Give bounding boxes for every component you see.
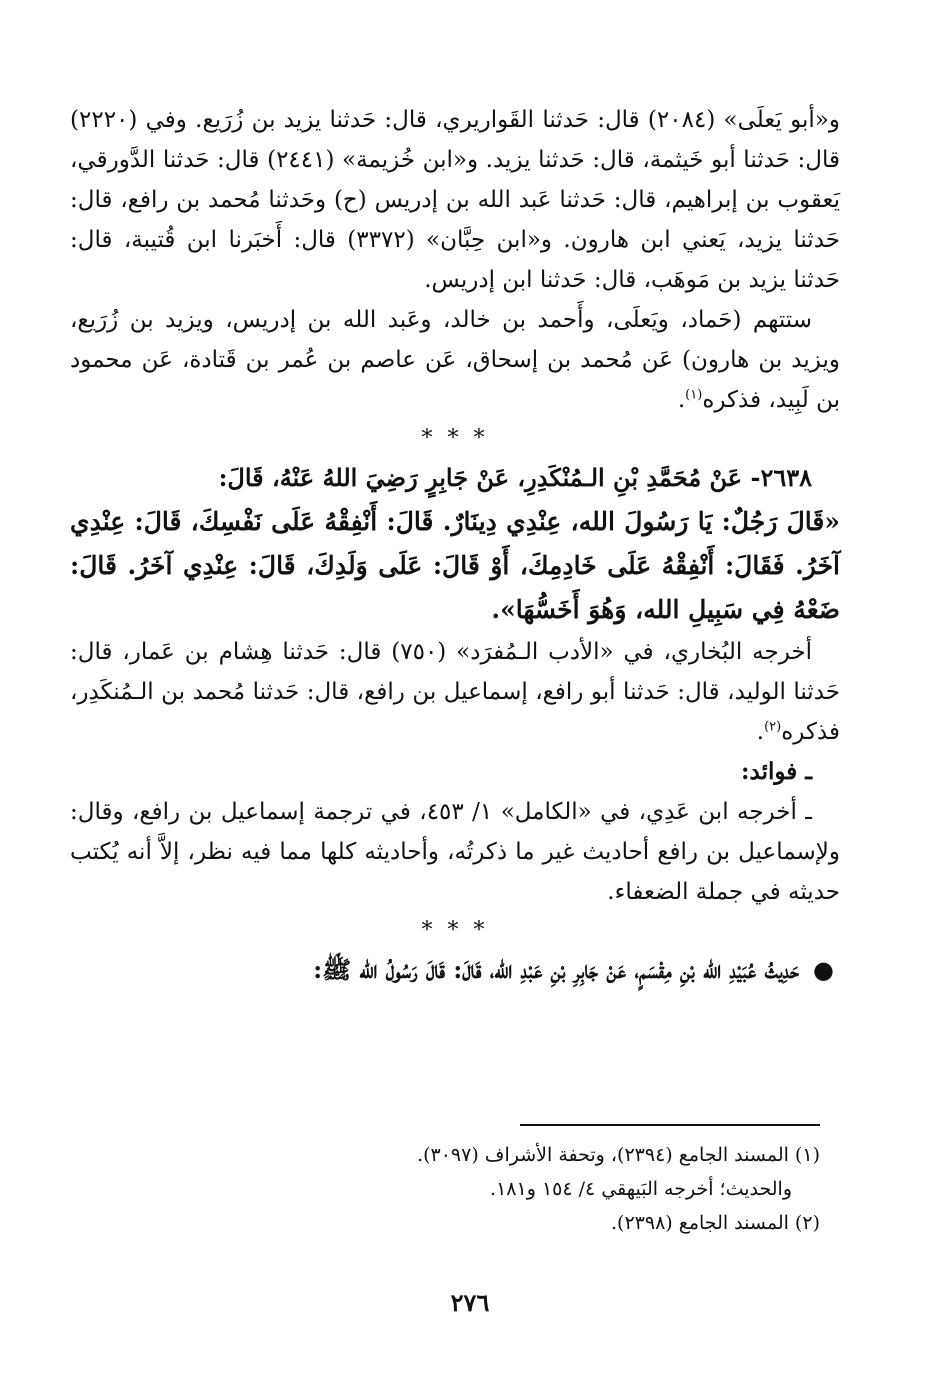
- section-separator-2: * * *: [421, 918, 489, 943]
- footnotes: [90, 1138, 820, 1240]
- footnote-1: (١) المسند الجامع (٢٣٩٤)، وتحفة الأشراف (٣٠٩٧).: [417, 1144, 820, 1166]
- bullet-heading-text: حَدِيثُ عُبَيْدِ الله بْنِ مِقْسَمٍ، عَنْ جَابِرِ بْنِ عَبْدِ الله، قَالَ: قَالَ رَسُولُ الله ﷺ:: [313, 955, 800, 984]
- paragraph-takhrij: أخرجه البُخاري، في «الأدب الـمُفرَد» (٧٥٠) قال: حَدثنا هِشام بن عَمار، قال: حَدثنا الوليد، قال: حَدثنا أبو رافع، إسماعيل بن رافع، قال: حَدثنا مُحمد بن الـمُنكَدِر، فذكره$^{(٢)}$.: [70, 639, 840, 745]
- paragraph-summary: ستتهم (حَماد، ويَعلَى، وأَحمد بن خالد، وعَبد الله بن إدريس، ويزيد بن زُرَيع، ويزيد بن هارون) عَن مُحمد بن إسحاق، عَن عاصم بن عُمر بن قَتادة، عَن محمود بن لَبِيد، فذكره$^{(١)}$.: [70, 307, 840, 413]
- footnote-ref-2[interactable]: (٢): [764, 719, 782, 735]
- bullet-heading: [70, 948, 840, 992]
- fawaid-heading: ـ فوائد:: [741, 758, 812, 785]
- hadith-text: «قَالَ رَجُلٌ: يَا رَسُولَ الله، عِنْدِي دِينَارٌ. قَالَ: أَنْفِقْهُ عَلَى نَفْسِكَ، قَالَ: عِنْدِي آخَرُ. فَقَالَ: أَنْفِقْهُ عَلَى خَادِمِكَ، أَوْ قَالَ: عَلَى وَلَدِكَ، قَالَ: عِنْدِي آخَرُ. قَالَ: ضَعْهُ فِي سَبِيلِ الله، وَهُوَ أَخَسُّهَا».: [70, 507, 840, 624]
- footnote-2: (٢) المسند الجامع (٢٣٩٨).: [611, 1212, 820, 1234]
- footnote-1-continuation: والحديث؛ أخرجه البَيهقي ٤/ ١٥٤ و١٨١.: [490, 1178, 792, 1200]
- paragraph-summary-text: ستتهم (حَماد، ويَعلَى، وأَحمد بن خالد، وعَبد الله بن إدريس، ويزيد بن زُرَيع، ويزيد بن هارون) عَن مُحمد بن إسحاق، عَن عاصم بن عُمر بن قَتادة، عَن محمود بن لَبِيد، فذكره: [70, 307, 840, 413]
- footnote-ref-1[interactable]: (١): [685, 387, 703, 403]
- paragraph-takhrij-text: أخرجه البُخاري، في «الأدب الـمُفرَد» (٧٥٠) قال: حَدثنا هِشام بن عَمار، قال: حَدثنا الوليد، قال: حَدثنا أبو رافع، إسماعيل بن رافع، قال: حَدثنا مُحمد بن الـمُنكَدِر، فذكره: [70, 639, 840, 745]
- page-body: [70, 100, 840, 992]
- paragraph-narrators: و«أبو يَعلَى» (٢٠٨٤) قال: حَدثنا القَواريري، قال: حَدثنا يزيد بن زُرَيع. وفي (٢٢٢٠) قال: حَدثنا أبو خَيثمة، قال: حَدثنا يزيد. و«ابن خُزيمة» (٢٤٤١) قال: حَدثنا الدَّورقي، يَعقوب بن إبراهيم، قال: حَدثنا عَبد الله بن إدريس (ح) وحَدثنا مُحمد بن رافع، قال: حَدثنا يزيد، يَعني ابن هارون. و«ابن حِبَّان» (٣٣٧٢) قال: أَخبَرنا ابن قُتيبة، قال: حَدثنا يزيد بن مَوهَب، قال: حَدثنا ابن إدريس.: [70, 107, 840, 293]
- fawaid-text: ـ أخرجه ابن عَدِي، في «الكامل» ١/ ٤٥٣، في ترجمة إسماعيل بن رافع، وقال: ولإسماعيل بن رافع أحاديث غير ما ذكرتُه، وأحاديثه كلها مما فيه نظر، إلاَّ أنه يُكتب حديثه في جملة الضعفاء.: [70, 799, 840, 905]
- hadith-heading: ٢٦٣٨- عَنْ مُحَمَّدِ بْنِ الـمُنْكَدِرِ، عَنْ جَابِرٍ رَضِيَ اللهُ عَنْهُ، قَالَ:: [218, 463, 812, 492]
- bullet-icon: ●: [813, 955, 834, 984]
- section-separator: * * *: [421, 426, 489, 451]
- page-number: ٢٧٦: [450, 1288, 490, 1317]
- footnote-separator: [520, 1124, 820, 1126]
